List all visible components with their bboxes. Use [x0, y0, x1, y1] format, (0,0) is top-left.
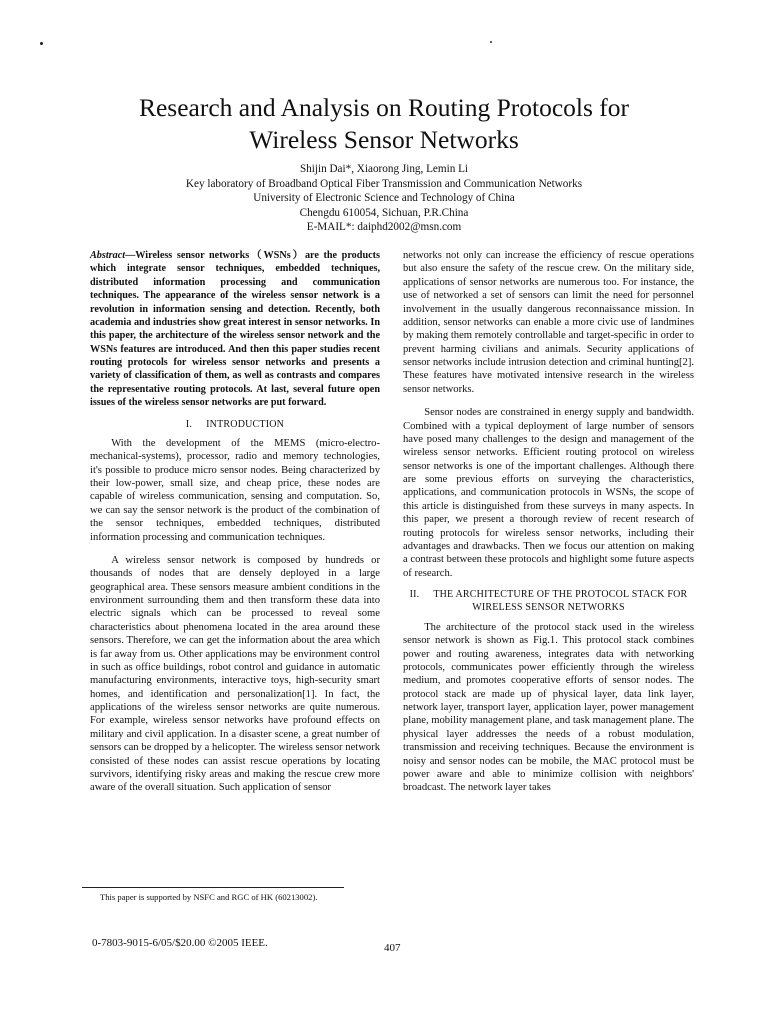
- funding-footnote: This paper is supported by NSFC and RGC of HK (60213002).: [100, 892, 318, 902]
- footnote-rule: [82, 887, 344, 888]
- copyright-line: 0-7803-9015-6/05/$20.00 ©2005 IEEE.: [92, 937, 268, 949]
- scan-speck: [490, 41, 492, 43]
- right-column: [403, 249, 694, 795]
- abstract-label: Abstract: [90, 250, 126, 261]
- intro-paragraph-3: networks not only can increase the efficiency of rescue operations but also ensure the safety of the rescue crew. On the military side, applications of sensor networks are numerous too. For instance, the use of networked a set of sensors can limit the need for personnel involvement in the usually dangerous reconnaissance mission. In addition, sensor networks can enable a more civic use of landmines by making them remotely controllable and target-specific in order to prevent harming civilians and animals. Security applications of sensor networks include intrusion detection and criminal hunting[2]. These features have motivated intensive research in the wireless sensor networks.: [403, 250, 694, 395]
- section-2-title-line-2: WIRELESS SENSOR NETWORKS: [472, 602, 625, 614]
- intro-paragraph-4: Sensor nodes are constrained in energy supply and bandwidth. Combined with a typical deployment of large number of sensors have posed many challenges to the design and management of the wireless sensor networks. Efficient routing protocol on wireless sensor networks is one of the important challenges. Although there are some previous efforts on surveying the characteristics, applications, and communication protocols in WSNs, the scope of this article is distinguished from these surveys in many aspects. In this paper, we present a thorough review of recent research of routing protocols for wireless sensor networks, including their advantages and drawbacks. Then we focus our attention on making a contrast between these protocols and highlight some future aspects of research.: [403, 407, 694, 579]
- author-names: Shijin Dai*, Xiaorong Jing, Lemin Li: [299, 163, 469, 175]
- section-2-title-line-1: THE ARCHITECTURE OF THE PROTOCOL STACK FOR: [433, 589, 688, 600]
- section-1-title: INTRODUCTION: [206, 418, 285, 430]
- left-column: [90, 249, 380, 795]
- title-line-2: Wireless Sensor Networks: [249, 125, 519, 154]
- title-line-1: Research and Analysis on Routing Protocols for: [138, 93, 630, 122]
- page-number: 407: [384, 942, 401, 954]
- intro-paragraph-2: A wireless sensor network is composed by hundreds or thousands of nodes that are densely deployed in a large geographical area. These sensors measure ambient conditions in the environment surrounding them and then transform these data into electric signals which can be processed to reveal some characteristics about phenomena located in the area around these sensors. Therefore, we can get the information about the area which is far away from us. Other applications may be environment control in such as office buildings, robot control and guidance in automatic manufacturing environments, interactive toys, high-security smart homes, and identification and personalization[1]. In fact, the applications of the wireless sensor networks are quite numerous. For example, wireless sensor networks have profound effects on military and civil application. In a disaster scene, a great number of sensors can be dropped by a helicopter. The wireless sensor network consisted of these nodes can assist rescue operations by locating survivors, identifying risky areas and making the rescue crew more aware of the overall situation. Such application of sensor: [90, 554, 380, 794]
- section-2-number: II.: [409, 589, 420, 600]
- intro-paragraph-1: With the development of the MEMS (micro-electro-mechanical-systems), processor, radio and memory technologies, it's possible to produce micro sensor nodes. Being characterized by their low-power, small size, and cheap price, these nodes are capable of wireless communication, sensing and computation. So, we can say the sensor network is the product of the combination of the sensor techniques, embedded techniques, distributed information processing and communication techniques.: [90, 437, 380, 543]
- author-email: E-MAIL*: daiphd2002@msn.com: [306, 221, 462, 233]
- author-block: [100, 162, 668, 235]
- affiliation-lab: Key laboratory of Broadband Optical Fiber Transmission and Communication Networks: [185, 177, 583, 190]
- paper-title: [60, 92, 708, 156]
- abstract-text: —Wireless sensor networks（WSNs）are the products which integrate sensor techniques, embedded techniques, distributed information processing and communication techniques. The appearance of the wireless sensor network is a revolution in information sensing and detection. Recently, both academia and industries show great interest in sensor networks. In this paper, the architecture of the wireless sensor network and the WSNs features are introduced. And then this paper studies recent routing protocols for wireless sensor networks and presents a variety of classification of them, as well as contrasts and compares the representative routing protocols. At last, several future open issues of the wireless sensor networks are put forward.: [90, 250, 380, 409]
- scan-speck: [40, 42, 43, 45]
- section-1-number: I.: [185, 418, 193, 430]
- architecture-paragraph: The architecture of the protocol stack used in the wireless sensor network is shown as Fig.1. This protocol stack combines power and routing awareness, integrates data with networking protocols, communicates power efficiently through the wireless medium, and promotes cooperative efforts of sensor nodes. The protocol stack are made up of physical layer, data link layer, network layer, transport layer, application layer, power management plane, mobility management plane, and task management plane. The physical layer addresses the needs of a robust modulation, transmission and receiving techniques. Because the environment is noisy and sensor nodes can be mobile, the MAC protocol must be power aware and able to minimize collision with neighbors' broadcast. The network layer takes: [403, 621, 694, 794]
- affiliation-address: Chengdu 610054, Sichuan, P.R.China: [299, 206, 469, 219]
- section-2-heading: [403, 588, 694, 615]
- section-1-heading: [90, 418, 380, 431]
- affiliation-university: University of Electronic Science and Technology of China: [253, 192, 515, 204]
- abstract: [90, 249, 380, 410]
